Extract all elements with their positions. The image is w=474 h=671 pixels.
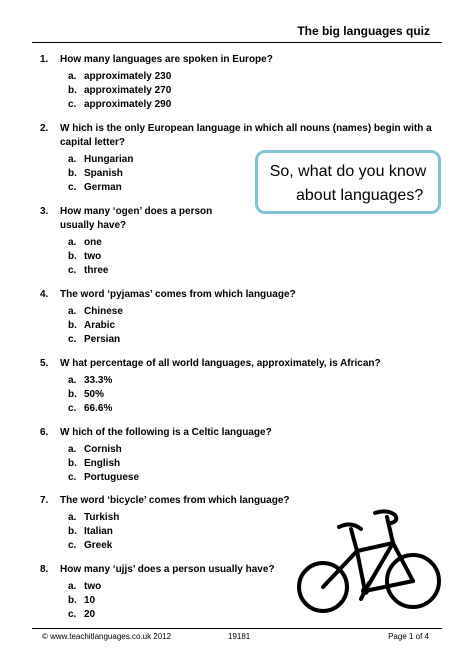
answer-options xyxy=(68,70,400,112)
option-text: 33.3% xyxy=(84,375,113,386)
option-text: Spanish xyxy=(84,168,123,179)
question-text: W hat percentage of all world languages, approximately, is African? xyxy=(60,358,381,369)
option-text: three xyxy=(84,265,109,276)
option-text: Greek xyxy=(84,540,113,551)
option-text: Portuguese xyxy=(84,472,140,483)
question-4 xyxy=(40,288,400,347)
option-letter: a. xyxy=(68,71,77,82)
answer-options xyxy=(68,236,245,278)
option-letter: a. xyxy=(68,444,77,455)
answer-options xyxy=(68,374,420,416)
answer-option xyxy=(68,264,245,278)
answer-option xyxy=(68,471,400,485)
question-text: The word ‘pyjamas’ comes from which language? xyxy=(60,289,296,300)
answer-option xyxy=(68,333,400,347)
option-text: Chinese xyxy=(84,306,123,317)
option-letter: b. xyxy=(68,251,77,262)
option-letter: c. xyxy=(68,182,77,193)
question-number: 7. xyxy=(40,495,49,506)
option-text: 50% xyxy=(84,389,105,400)
option-text: two xyxy=(84,581,102,592)
option-letter: c. xyxy=(68,609,77,620)
option-text: Italian xyxy=(84,526,113,537)
option-text: 20 xyxy=(84,609,96,620)
answer-option xyxy=(68,402,420,416)
answer-options xyxy=(68,305,400,347)
option-letter: a. xyxy=(68,154,77,165)
answer-option xyxy=(68,84,400,98)
question-number: 6. xyxy=(40,427,49,438)
answer-option xyxy=(68,457,400,471)
footer-code: 19181 xyxy=(228,632,251,641)
option-text: approximately 230 xyxy=(84,71,172,82)
callout-line-2: about languages? xyxy=(296,187,424,204)
option-text: Persian xyxy=(84,334,121,345)
bicycle-icon xyxy=(295,507,445,617)
question-number: 4. xyxy=(40,289,49,300)
question-number: 2. xyxy=(40,123,49,134)
option-text: one xyxy=(84,237,102,248)
option-letter: c. xyxy=(68,334,77,345)
answer-options xyxy=(68,443,400,485)
option-letter: c. xyxy=(68,472,77,483)
footer-copyright: © www.teachitlanguages.co.uk 2012 xyxy=(42,632,172,641)
header-rule xyxy=(32,42,442,43)
question-1 xyxy=(40,53,400,112)
option-text: Hungarian xyxy=(84,154,134,165)
question-3 xyxy=(40,205,245,278)
answer-option xyxy=(68,98,400,112)
question-text: How many languages are spoken in Europe? xyxy=(60,54,273,65)
footer-page-number: Page 1 of 4 xyxy=(388,632,429,641)
question-6 xyxy=(40,426,400,485)
option-letter: b. xyxy=(68,389,77,400)
option-text: 10 xyxy=(84,595,96,606)
question-number: 5. xyxy=(40,358,49,369)
option-letter: b. xyxy=(68,85,77,96)
option-text: 66.6% xyxy=(84,403,113,414)
answer-option xyxy=(68,374,420,388)
answer-option xyxy=(68,70,400,84)
option-text: approximately 290 xyxy=(84,99,172,110)
footer-rule xyxy=(32,628,442,629)
option-letter: b. xyxy=(68,320,77,331)
question-text: How many ‘ujjs’ does a person usually have? xyxy=(60,564,275,575)
option-letter: a. xyxy=(68,375,77,386)
question-text: How many ‘ogen’ does a person usually have? xyxy=(60,206,213,231)
question-text: W hich is the only European language in which all nouns (names) begin with a capital letter? xyxy=(60,123,432,148)
option-text: English xyxy=(84,458,121,469)
option-letter: b. xyxy=(68,526,77,537)
question-text: The word ‘bicycle’ comes from which language? xyxy=(60,495,290,506)
page-title: The big languages quiz xyxy=(297,24,430,38)
question-text: W hich of the following is a Celtic language? xyxy=(60,427,272,438)
question-5 xyxy=(40,357,420,416)
answer-option xyxy=(68,236,245,250)
option-letter: a. xyxy=(68,581,77,592)
option-letter: b. xyxy=(68,458,77,469)
option-text: Arabic xyxy=(84,320,116,331)
option-letter: c. xyxy=(68,540,77,551)
option-letter: b. xyxy=(68,168,77,179)
callout-box xyxy=(255,150,441,214)
question-number: 1. xyxy=(40,54,49,65)
callout-line-1: So, what do you know xyxy=(269,163,427,180)
option-text: Turkish xyxy=(84,512,120,523)
answer-option xyxy=(68,319,400,333)
option-letter: a. xyxy=(68,512,77,523)
option-text: Cornish xyxy=(84,444,122,455)
option-letter: a. xyxy=(68,306,77,317)
option-text: approximately 270 xyxy=(84,85,172,96)
option-letter: a. xyxy=(68,237,77,248)
answer-option xyxy=(68,388,420,402)
answer-option xyxy=(68,305,400,319)
answer-option xyxy=(68,250,245,264)
option-letter: c. xyxy=(68,99,77,110)
option-letter: b. xyxy=(68,595,77,606)
option-letter: c. xyxy=(68,265,77,276)
option-text: German xyxy=(84,182,122,193)
question-number: 3. xyxy=(40,206,49,217)
option-text: two xyxy=(84,251,102,262)
answer-option xyxy=(68,443,400,457)
option-letter: c. xyxy=(68,403,77,414)
question-number: 8. xyxy=(40,564,49,575)
